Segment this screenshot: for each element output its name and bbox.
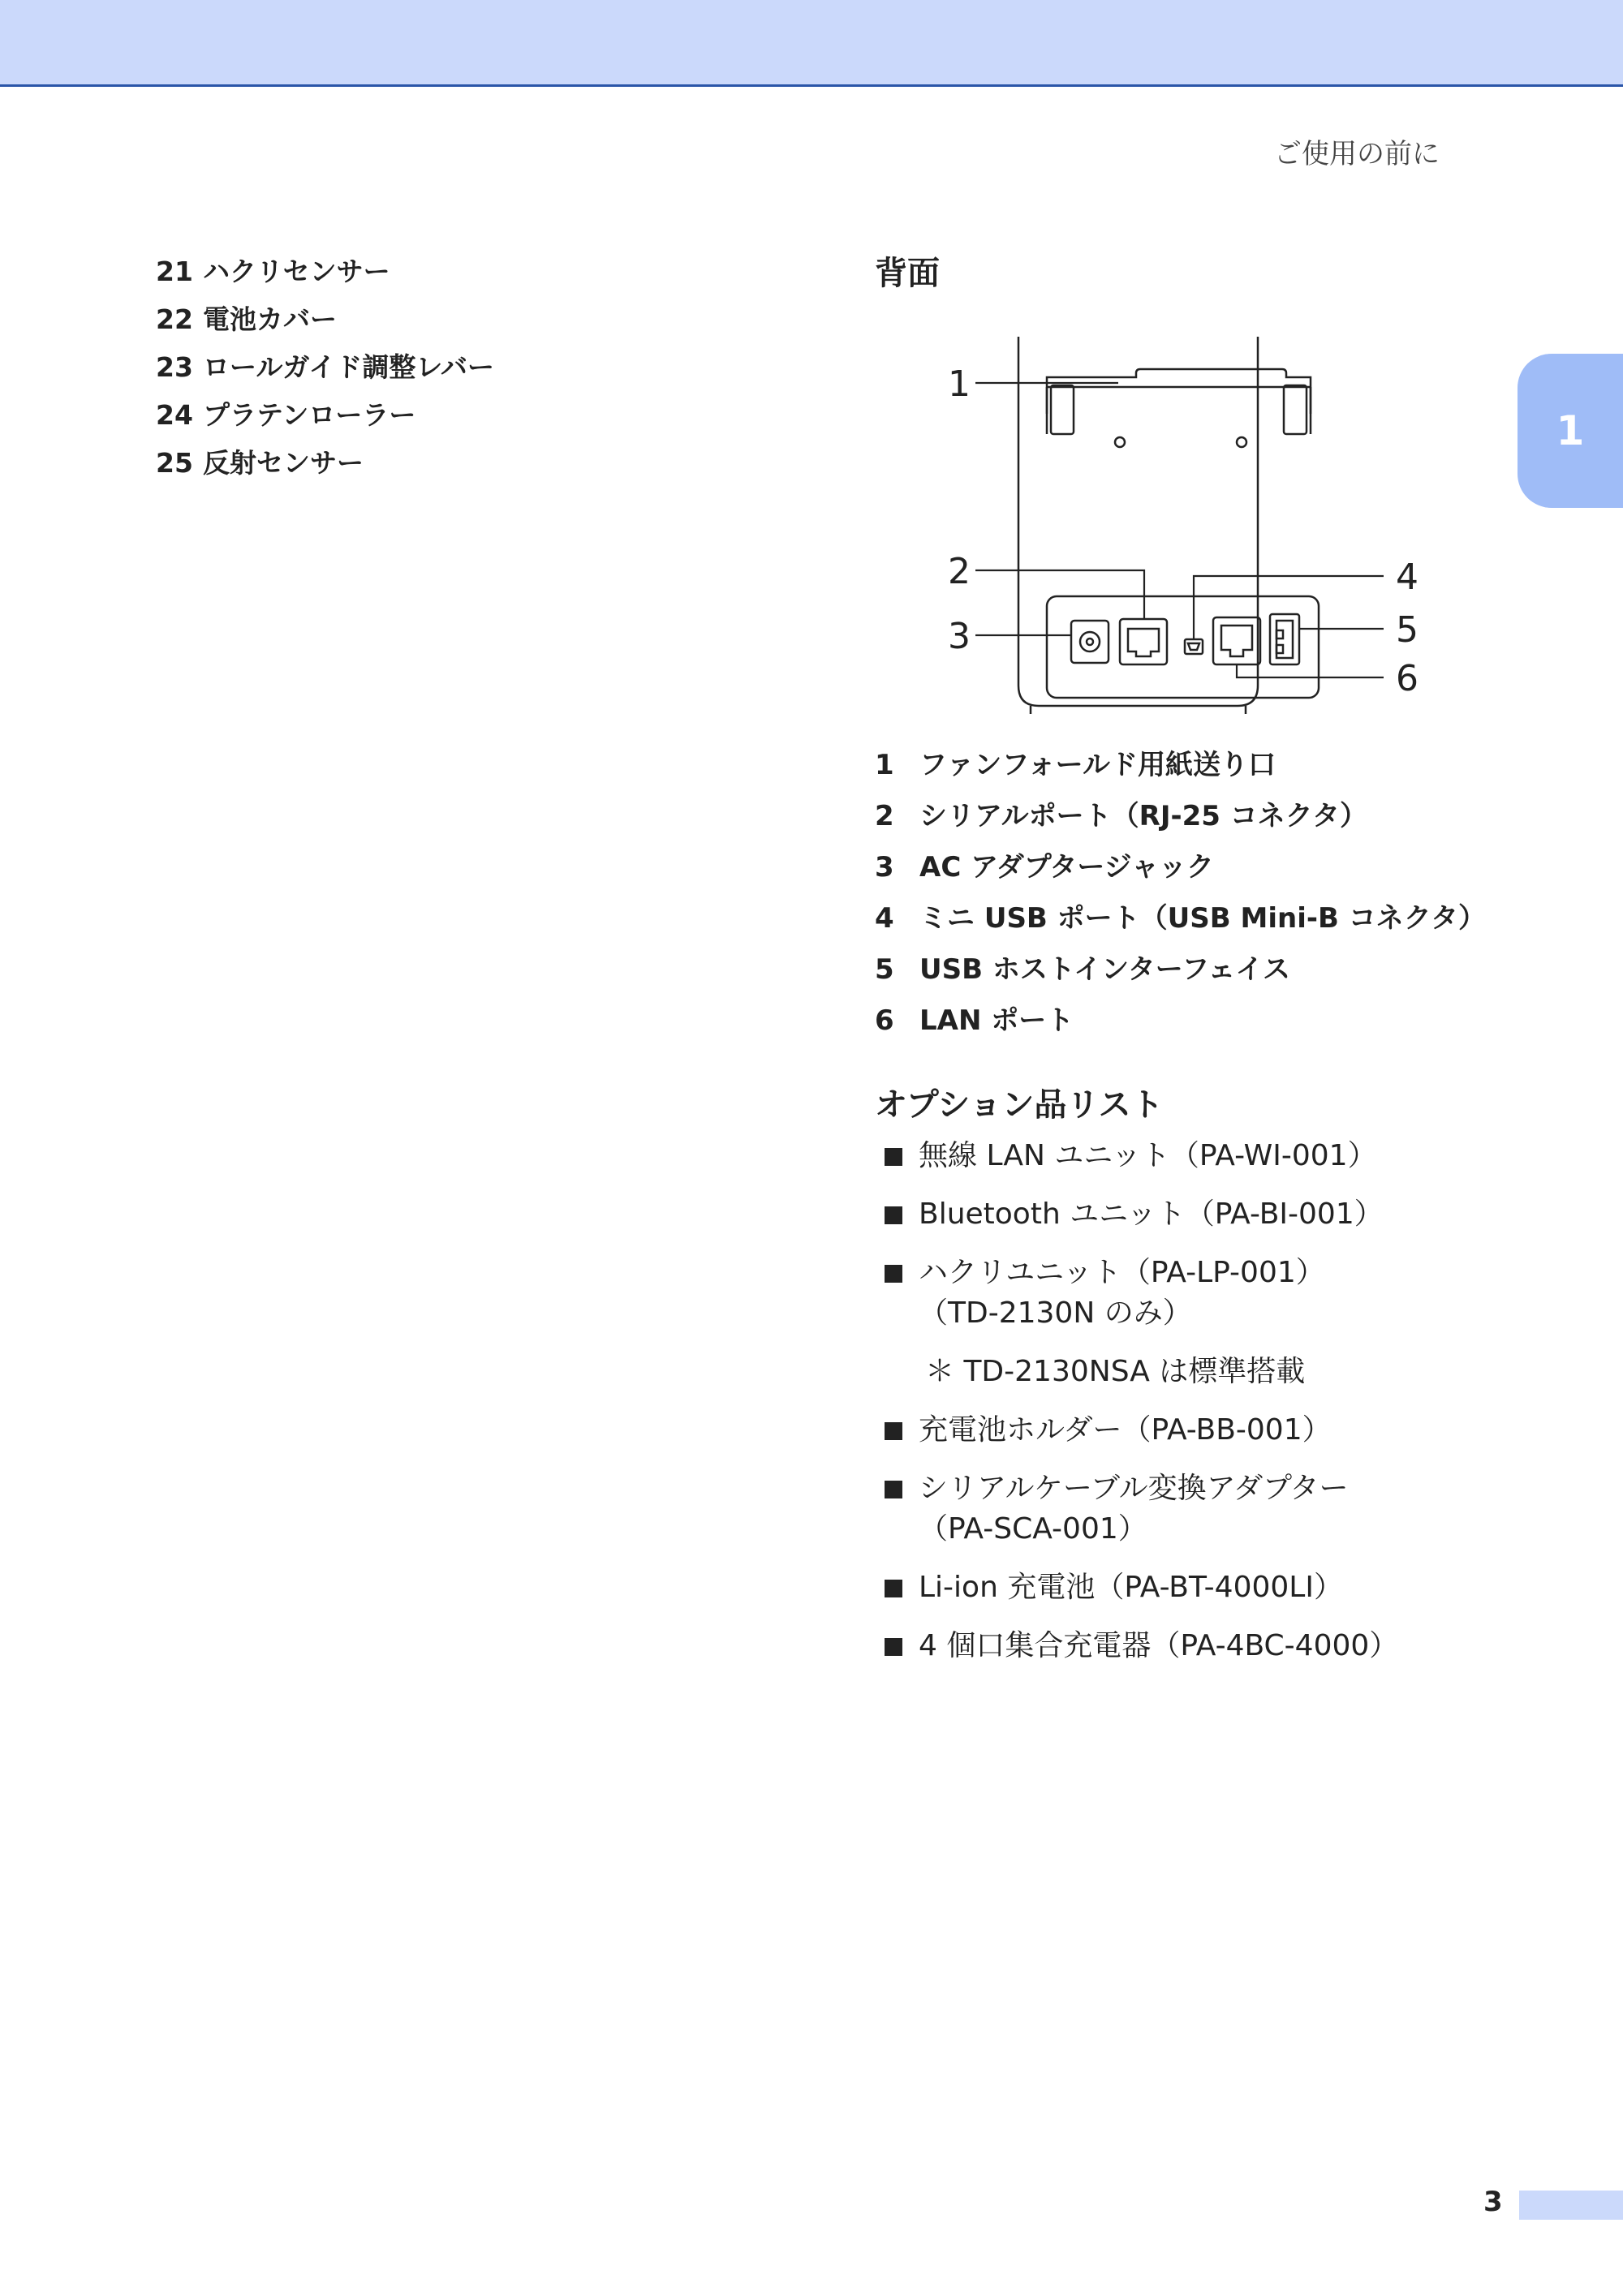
port-panel [1047,596,1319,698]
list-item [156,343,494,391]
page-number: 3 [1483,2186,1503,2218]
item-label: 電池カバー [203,303,337,335]
option-line: （TD-2130N のみ） [919,1296,1192,1330]
option-item [885,1136,1501,1176]
item-number: 4 [875,902,894,935]
callout-6: 6 [1396,658,1419,699]
item-number: 21 [156,256,193,287]
list-item [156,439,494,487]
item-label: USB ホストインターフェイス [919,953,1291,986]
bullet-icon [885,1148,902,1166]
bullet-icon [885,1580,902,1597]
item-label: ハクリセンサー [203,256,390,287]
option-item [885,1567,1501,1608]
bullet-icon [885,1206,902,1224]
list-item [875,995,1486,1047]
item-number: 2 [875,800,894,832]
item-number: 5 [875,953,894,986]
callout-1: 1 [948,363,971,405]
item-number: 3 [875,851,894,884]
ac-jack [1071,621,1109,663]
list-item [156,295,494,343]
option-line: （PA-SCA-001） [919,1512,1147,1546]
item-label: ミニ USB ポート（USB Mini-B コネクタ） [919,902,1487,935]
lan-port [1213,617,1260,664]
option-line: Bluetooth ユニット（PA-BI-001） [919,1197,1384,1231]
item-label: 反射センサー [203,447,364,479]
callout-3: 3 [948,616,971,657]
options-section-title: オプション品リスト [875,1086,1164,1124]
item-number: 6 [875,1004,894,1037]
back-parts-list [875,740,1486,1047]
item-number: 23 [156,351,193,383]
list-item [156,247,494,295]
option-note: ＊ TD-2130NSA は標準搭載 [925,1355,1306,1388]
item-number: 1 [875,749,894,781]
list-item [875,944,1486,995]
item-number: 25 [156,447,193,479]
top-band [0,0,1623,87]
option-item [885,1468,1501,1550]
printer-back-diagram [925,329,1461,718]
list-item [875,893,1486,944]
list-item [875,842,1486,893]
option-line: 充電池ホルダー（PA-BB-001） [919,1413,1332,1447]
back-section-title: 背面 [875,255,940,292]
list-item [875,740,1486,791]
item-label: プラテンローラー [203,399,416,431]
running-header: ご使用の前に [1274,138,1440,170]
option-item [885,1626,1501,1666]
list-item [156,391,494,439]
option-line: 無線 LAN ユニット（PA-WI-001） [919,1139,1377,1172]
options-list [885,1136,1501,1684]
page-number-bar [1519,2191,1623,2220]
callout-2: 2 [948,551,971,592]
fanfold-slot-outline [1047,369,1311,414]
option-item [885,1194,1501,1235]
option-item [885,1253,1501,1392]
printer-back-illustration [925,329,1461,718]
mini-usb-port [1185,639,1203,654]
bullet-icon [885,1638,902,1656]
item-label: シリアルポート（RJ-25 コネクタ） [919,800,1368,832]
slot-tab-right [1284,385,1307,434]
item-label: ファンフォールド用紙送り口 [919,749,1276,781]
option-line: ハクリユニット（PA-LP-001） [919,1256,1325,1289]
usb-host-port [1270,614,1299,664]
item-number: 22 [156,303,193,335]
chapter-tab[interactable]: 1 [1518,354,1623,508]
slot-tab-left [1051,385,1074,434]
item-label: ロールガイド調整レバー [203,351,495,383]
bullet-icon [885,1481,902,1498]
option-line: シリアルケーブル変換アダプター [919,1472,1349,1505]
screw-hole [1237,437,1246,447]
item-number: 24 [156,399,193,431]
screw-hole [1115,437,1125,447]
option-line: Li-ion 充電池（PA-BT-4000LI） [919,1571,1343,1604]
bullet-icon [885,1265,902,1283]
serial-port [1120,619,1167,664]
list-item [875,791,1486,842]
callout-4: 4 [1396,557,1419,598]
item-label: LAN ポート [919,1004,1074,1037]
option-line: 4 個口集合充電器（PA-4BC-4000） [919,1629,1399,1662]
bullet-icon [885,1422,902,1440]
option-item [885,1410,1501,1451]
front-parts-list [156,247,494,487]
item-label: AC アダプタージャック [919,851,1214,884]
callout-5: 5 [1396,609,1419,651]
